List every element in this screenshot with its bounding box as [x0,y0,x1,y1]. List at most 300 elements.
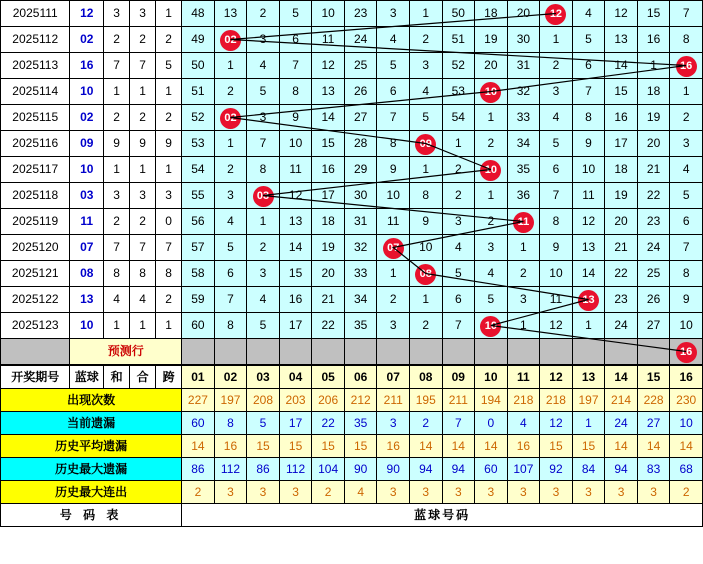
stats-value: 208 [247,389,280,412]
miss-count-cell: 30 [507,27,540,53]
miss-count-cell: 5 [442,261,475,287]
miss-count-cell: 54 [442,105,475,131]
miss-count-cell: 1 [214,53,247,79]
miss-count-cell: 27 [344,105,377,131]
draw-row [1,131,703,157]
miss-count-cell: 10 [279,131,312,157]
miss-count-cell: 9 [540,235,573,261]
number-column-header: 12 [540,366,573,389]
blue-ball-value: 07 [70,235,104,261]
miss-count-cell: 4 [572,1,605,27]
stats-header-1: 蓝球 [70,366,104,389]
miss-count-cell: 3 [247,261,280,287]
miss-count-cell: 6 [442,287,475,313]
stats-value: 17 [279,412,312,435]
miss-count-cell: 4 [670,157,703,183]
stats-value: 15 [344,435,377,458]
hit-ball-cell [409,131,442,157]
span-value: 1 [156,157,182,183]
stats-value: 3 [540,481,573,504]
span-value: 3 [156,183,182,209]
miss-count-cell: 11 [279,157,312,183]
stats-value: 2 [409,412,442,435]
blue-ball-value: 02 [70,105,104,131]
stats-value: 227 [182,389,215,412]
stats-value: 112 [279,458,312,481]
miss-count-cell: 31 [507,53,540,79]
stats-value: 112 [214,458,247,481]
he-value: 8 [130,261,156,287]
miss-count-cell: 10 [540,261,573,287]
blue-ball-value: 10 [70,79,104,105]
stats-header-0: 开奖期号 [1,366,70,389]
miss-count-cell: 5 [572,27,605,53]
stats-row [1,435,703,458]
miss-count-cell: 17 [279,313,312,339]
stats-value: 3 [475,481,508,504]
miss-count-cell: 50 [182,53,215,79]
stats-value: 83 [637,458,670,481]
miss-count-cell: 15 [312,131,345,157]
span-value: 1 [156,313,182,339]
stats-value: 12 [540,412,573,435]
miss-count-cell: 15 [637,1,670,27]
red-ball: 02 [220,30,241,51]
miss-count-cell: 9 [279,105,312,131]
red-ball: 11 [513,212,534,233]
miss-count-cell: 8 [670,27,703,53]
stats-value: 86 [247,458,280,481]
miss-count-cell: 2 [377,287,410,313]
miss-count-cell: 18 [637,79,670,105]
miss-count-cell: 10 [670,313,703,339]
hit-ball-cell [247,183,280,209]
stats-value: 14 [637,435,670,458]
stats-value: 3 [637,481,670,504]
hit-ball-cell [507,209,540,235]
he-value: 2 [130,209,156,235]
miss-count-cell: 20 [475,53,508,79]
number-column-header: 14 [605,366,638,389]
stats-value: 8 [214,412,247,435]
miss-count-cell: 2 [442,183,475,209]
miss-count-cell: 1 [572,313,605,339]
miss-count-cell: 3 [475,235,508,261]
predict-empty-cell [344,339,377,365]
miss-count-cell: 48 [182,1,215,27]
miss-count-cell: 5 [377,53,410,79]
sum-value: 4 [104,287,130,313]
miss-count-cell: 19 [637,105,670,131]
predict-empty-cell [475,339,508,365]
miss-count-cell: 1 [247,209,280,235]
predict-empty-cell [442,339,475,365]
miss-count-cell: 3 [247,27,280,53]
sum-value: 3 [104,183,130,209]
miss-count-cell: 19 [475,27,508,53]
miss-count-cell: 13 [279,209,312,235]
hit-ball-cell [409,261,442,287]
stats-value: 86 [182,458,215,481]
miss-count-cell: 54 [182,157,215,183]
stats-value: 212 [344,389,377,412]
number-column-header: 13 [572,366,605,389]
miss-count-cell: 23 [605,287,638,313]
predict-empty-cell [409,339,442,365]
stats-value: 60 [475,458,508,481]
sum-value: 9 [104,131,130,157]
number-column-header: 15 [637,366,670,389]
issue-number: 2025118 [1,183,70,209]
miss-count-cell: 6 [214,261,247,287]
stats-value: 206 [312,389,345,412]
miss-count-cell: 1 [409,1,442,27]
miss-count-cell: 14 [605,53,638,79]
miss-count-cell: 34 [507,131,540,157]
issue-number: 2025115 [1,105,70,131]
stats-value: 197 [214,389,247,412]
blue-ball-value: 09 [70,131,104,157]
miss-count-cell: 36 [507,183,540,209]
sum-value: 2 [104,105,130,131]
miss-count-cell: 12 [540,313,573,339]
stats-row-label: 当前遗漏 [1,412,182,435]
sum-value: 7 [104,235,130,261]
miss-count-cell: 32 [507,79,540,105]
stats-row [1,458,703,481]
miss-count-cell: 10 [312,1,345,27]
miss-count-cell: 26 [344,79,377,105]
miss-count-cell: 6 [670,209,703,235]
draw-row [1,287,703,313]
number-column-header: 08 [409,366,442,389]
number-column-header: 10 [475,366,508,389]
miss-count-cell: 10 [377,183,410,209]
predict-empty-cell [377,339,410,365]
blue-ball-value: 02 [70,27,104,53]
miss-count-cell: 2 [409,27,442,53]
miss-count-cell: 1 [540,27,573,53]
miss-count-cell: 2 [475,131,508,157]
draw-row [1,1,703,27]
miss-count-cell: 16 [312,157,345,183]
blue-ball-value: 16 [70,53,104,79]
red-ball: 13 [578,290,599,311]
blue-ball-value: 12 [70,1,104,27]
sum-value: 2 [104,209,130,235]
miss-count-cell: 4 [442,235,475,261]
issue-number: 2025123 [1,313,70,339]
miss-count-cell: 11 [377,209,410,235]
miss-count-cell: 5 [670,183,703,209]
stats-value: 2 [312,481,345,504]
miss-count-cell: 9 [670,287,703,313]
stats-value: 24 [605,412,638,435]
miss-count-cell: 1 [409,287,442,313]
miss-count-cell: 8 [214,313,247,339]
number-column-header: 11 [507,366,540,389]
miss-count-cell: 7 [247,131,280,157]
miss-count-cell: 4 [247,53,280,79]
miss-count-cell: 1 [507,313,540,339]
span-value: 2 [156,27,182,53]
miss-count-cell: 8 [540,209,573,235]
miss-count-cell: 51 [442,27,475,53]
hit-ball-cell [475,157,508,183]
miss-count-cell: 21 [605,235,638,261]
draw-row [1,79,703,105]
miss-count-cell: 3 [214,183,247,209]
miss-count-cell: 7 [442,313,475,339]
miss-count-cell: 1 [670,79,703,105]
stats-value: 14 [670,435,703,458]
miss-count-cell: 53 [442,79,475,105]
stats-value: 3 [377,412,410,435]
miss-count-cell: 17 [312,183,345,209]
stats-value: 14 [182,435,215,458]
blue-ball-value: 11 [70,209,104,235]
miss-count-cell: 19 [605,183,638,209]
span-value: 5 [156,53,182,79]
red-ball: 03 [253,186,274,207]
miss-count-cell: 5 [279,1,312,27]
miss-count-cell: 24 [605,313,638,339]
blue-ball-value: 08 [70,261,104,287]
miss-count-cell: 5 [409,105,442,131]
issue-number: 2025112 [1,27,70,53]
sum-value: 1 [104,313,130,339]
miss-count-cell: 2 [214,79,247,105]
predict-empty-cell [605,339,638,365]
miss-count-cell: 10 [572,157,605,183]
issue-number: 2025122 [1,287,70,313]
miss-count-cell: 5 [247,313,280,339]
miss-count-cell: 12 [605,1,638,27]
draw-row [1,313,703,339]
he-value: 1 [130,157,156,183]
stats-value: 3 [605,481,638,504]
miss-count-cell: 60 [182,313,215,339]
number-column-header: 06 [344,366,377,389]
stats-value: 68 [670,458,703,481]
miss-count-cell: 8 [279,79,312,105]
span-value: 1 [156,79,182,105]
miss-count-cell: 5 [214,235,247,261]
miss-count-cell: 7 [670,235,703,261]
stats-value: 2 [670,481,703,504]
stats-value: 4 [507,412,540,435]
sum-value: 8 [104,261,130,287]
miss-count-cell: 20 [507,1,540,27]
miss-count-cell: 25 [637,261,670,287]
miss-count-cell: 2 [409,313,442,339]
footer-row [1,504,703,527]
miss-count-cell: 3 [670,131,703,157]
miss-count-cell: 20 [637,131,670,157]
miss-count-cell: 6 [377,79,410,105]
stats-value: 3 [279,481,312,504]
span-value: 1 [156,1,182,27]
miss-count-cell: 56 [182,209,215,235]
number-column-header: 07 [377,366,410,389]
he-value: 7 [130,53,156,79]
stats-value: 3 [507,481,540,504]
stats-value: 5 [247,412,280,435]
miss-count-cell: 1 [637,53,670,79]
miss-count-cell: 12 [312,53,345,79]
hit-ball-cell [475,79,508,105]
span-value: 2 [156,105,182,131]
number-column-header: 02 [214,366,247,389]
miss-count-cell: 8 [247,157,280,183]
stats-value: 203 [279,389,312,412]
miss-count-cell: 12 [279,183,312,209]
issue-number: 2025113 [1,53,70,79]
stats-value: 92 [540,458,573,481]
miss-count-cell: 4 [475,261,508,287]
draw-row [1,209,703,235]
miss-count-cell: 5 [475,287,508,313]
stats-value: 94 [442,458,475,481]
he-value: 1 [130,313,156,339]
sum-value: 1 [104,157,130,183]
miss-count-cell: 21 [312,287,345,313]
stats-value: 14 [409,435,442,458]
miss-count-cell: 22 [312,313,345,339]
miss-count-cell: 8 [572,105,605,131]
stats-value: 3 [409,481,442,504]
predict-label: 预测行 [70,339,182,365]
hit-ball-cell [540,1,573,27]
predict-empty-cell [182,339,215,365]
miss-count-cell: 1 [214,131,247,157]
stats-row-label: 历史最大遗漏 [1,458,182,481]
stats-value: 90 [344,458,377,481]
stats-value: 3 [247,481,280,504]
stats-value: 218 [540,389,573,412]
hit-ball-cell [214,27,247,53]
predict-empty-cell [507,339,540,365]
he-value: 3 [130,1,156,27]
miss-count-cell: 3 [540,79,573,105]
stats-value: 15 [279,435,312,458]
stats-value: 4 [344,481,377,504]
stats-value: 14 [475,435,508,458]
miss-count-cell: 8 [670,261,703,287]
stats-value: 15 [312,435,345,458]
blue-ball-value: 03 [70,183,104,209]
stats-value: 16 [507,435,540,458]
stats-value: 194 [475,389,508,412]
stats-row [1,412,703,435]
span-value: 8 [156,261,182,287]
sum-value: 2 [104,27,130,53]
miss-count-cell: 9 [409,209,442,235]
miss-count-cell: 31 [344,209,377,235]
hit-ball-cell [214,105,247,131]
miss-count-cell: 2 [507,261,540,287]
miss-count-cell: 28 [344,131,377,157]
miss-count-cell: 4 [214,209,247,235]
miss-count-cell: 10 [409,235,442,261]
number-column-header: 04 [279,366,312,389]
stats-value: 1 [572,412,605,435]
stats-header-4: 跨 [156,366,182,389]
miss-count-cell: 35 [344,313,377,339]
he-value: 9 [130,131,156,157]
stats-value: 3 [377,481,410,504]
span-value: 2 [156,287,182,313]
miss-count-cell: 19 [312,235,345,261]
miss-count-cell: 1 [442,131,475,157]
miss-count-cell: 16 [279,287,312,313]
stats-value: 14 [442,435,475,458]
stats-header-3: 合 [130,366,156,389]
stats-value: 84 [572,458,605,481]
miss-count-cell: 3 [409,53,442,79]
issue-number: 2025116 [1,131,70,157]
miss-count-cell: 55 [182,183,215,209]
miss-count-cell: 26 [637,287,670,313]
stats-row-label: 历史最大连出 [1,481,182,504]
miss-count-cell: 3 [442,209,475,235]
miss-count-cell: 6 [572,53,605,79]
miss-count-cell: 3 [507,287,540,313]
number-column-header: 03 [247,366,280,389]
miss-count-cell: 7 [279,53,312,79]
sum-value: 3 [104,1,130,27]
stats-value: 0 [475,412,508,435]
miss-count-cell: 11 [540,287,573,313]
miss-count-cell: 11 [572,183,605,209]
stats-value: 3 [214,481,247,504]
draw-row [1,157,703,183]
miss-count-cell: 6 [279,27,312,53]
red-ball: 12 [545,4,566,25]
stats-value: 10 [670,412,703,435]
predict-empty-cell [247,339,280,365]
stats-value: 230 [670,389,703,412]
miss-count-cell: 2 [214,157,247,183]
stats-value: 94 [605,458,638,481]
predicted-ball-cell [670,339,703,365]
miss-count-cell: 8 [409,183,442,209]
prediction-row [1,339,703,365]
miss-count-cell: 9 [377,157,410,183]
footer-right-label: 蓝球号码 [182,504,703,527]
stats-value: 2 [182,481,215,504]
sum-value: 7 [104,53,130,79]
draw-row [1,105,703,131]
miss-count-cell: 2 [247,235,280,261]
span-value: 0 [156,209,182,235]
hit-ball-cell [475,313,508,339]
red-ball: 10 [480,316,501,337]
predict-empty-cell [572,339,605,365]
issue-number: 2025111 [1,1,70,27]
stats-value: 7 [442,412,475,435]
draw-row [1,53,703,79]
stats-value: 228 [637,389,670,412]
miss-count-cell: 25 [344,53,377,79]
miss-count-cell: 13 [214,1,247,27]
stats-value: 22 [312,412,345,435]
miss-count-cell: 1 [507,235,540,261]
miss-count-cell: 3 [377,1,410,27]
predict-empty-cell [637,339,670,365]
issue-number: 2025119 [1,209,70,235]
miss-count-cell: 59 [182,287,215,313]
